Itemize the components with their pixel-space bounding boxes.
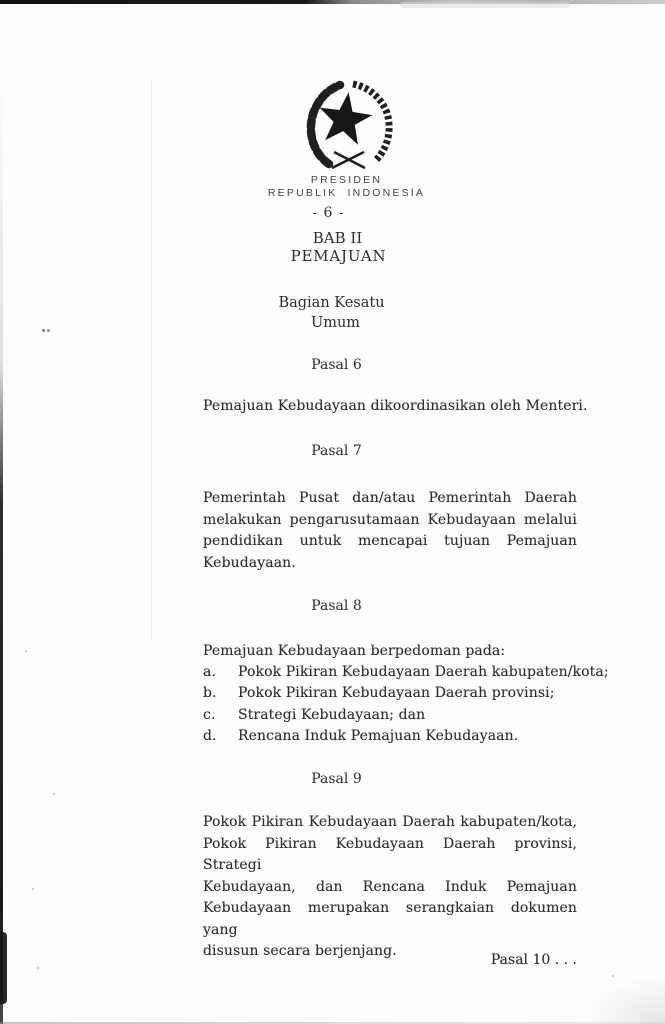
list-item: [203, 726, 577, 747]
text-line: Pokok Pikiran Kebudayaan Daerah kabupaten/kota,: [203, 814, 577, 830]
letterhead: [14, 80, 665, 176]
scan-artifact-top-smudge: [400, 2, 570, 8]
list-item: [203, 683, 577, 704]
list-item-text: Strategi Kebudayaan; dan: [238, 706, 426, 723]
part-name: Bagian Kesatu: [278, 295, 385, 311]
pasal7-heading: Pasal 7: [311, 443, 362, 459]
list-item-text: Rencana Induk Pemajuan Kebudayaan.: [238, 728, 519, 745]
text-line: Kebudayaan, dan Rencana Induk Pemajuan: [203, 878, 577, 895]
list-item-text: Pokok Pikiran Kebudayaan Daerah kabupaten/kota;: [238, 664, 609, 680]
letterhead-title: PRESIDEN: [310, 174, 383, 186]
text-line: Kebudayaan merupakan serangkaian dokumen yang: [203, 900, 577, 938]
pasal9-body: [203, 812, 577, 963]
pasal6-body: [203, 396, 588, 418]
text-line: Pokok Pikiran Kebudayaan Daerah provinsi, Strategi: [203, 835, 577, 873]
scan-speck: [32, 888, 34, 890]
list-item-label: c.: [203, 706, 216, 723]
scan-artifact-corner-shade: [585, 974, 665, 1024]
scan-speck: [53, 793, 55, 795]
list-item-label: b.: [203, 685, 217, 702]
text-line: pendidikan untuk mencapai tujuan Pemajuan: [203, 533, 577, 549]
list-item-label: d.: [203, 728, 217, 745]
scan-speck: [612, 975, 614, 977]
text-line: disusun secara berjenjang.: [203, 943, 397, 959]
text-line: Kebudayaan.: [203, 554, 296, 571]
scan-artifact-left-blob: [0, 932, 7, 1004]
letterhead-subtitle: REPUBLIK INDONESIA: [267, 187, 426, 199]
list-item-label: a.: [203, 664, 216, 680]
chapter-title: PEMAJUAN: [290, 247, 387, 265]
pasal8-list: [203, 662, 609, 748]
scan-speck: [25, 650, 27, 652]
catchword-next-pasal: Pasal 10 . . .: [490, 952, 577, 968]
wreath-crossed-stems: [332, 152, 365, 168]
text-line: Pemajuan Kebudayaan dikoordinasikan oleh Menteri.: [203, 398, 588, 414]
part-subname: Umum: [310, 315, 361, 331]
page-number: - 6 -: [312, 205, 345, 221]
list-item: [203, 705, 577, 726]
scan-speck: [37, 967, 39, 969]
pasal7-body: [203, 488, 577, 574]
list-item-text: Pokok Pikiran Kebudayaan Daerah provinsi;: [238, 685, 555, 702]
scan-artifact-left-bar: [0, 80, 3, 1024]
text-line: Pemerintah Pusat dan/atau Pemerintah Daerah: [203, 490, 577, 506]
pasal9-heading: Pasal 9: [311, 771, 362, 787]
pasal6-heading: Pasal 6: [311, 357, 362, 373]
pasal8-intro: [203, 641, 577, 663]
presidential-star-wreath-emblem: [291, 80, 403, 172]
pasal8-heading: Pasal 8: [311, 598, 362, 614]
list-item: [203, 662, 609, 683]
chapter-number: BAB II: [312, 229, 363, 247]
pasal8-intro-text: Pemajuan Kebudayaan berpedoman pada:: [203, 643, 506, 659]
text-line: melakukan pengarusutamaan Kebudayaan melalui: [203, 511, 577, 528]
